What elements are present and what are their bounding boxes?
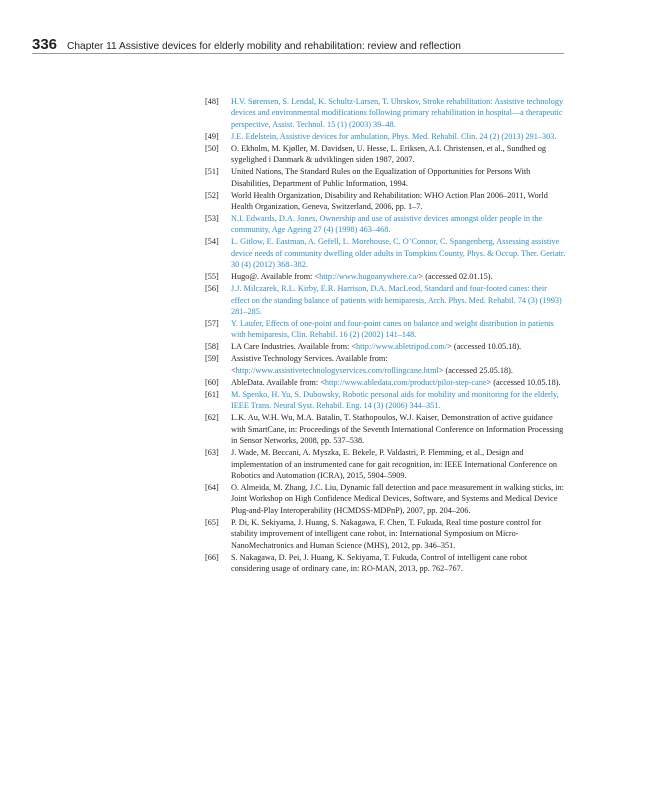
reference-url-link[interactable]: http://www.abledata.com/product/pilot-step-cane xyxy=(324,377,487,387)
reference-suffix: > (accessed 02.01.15). xyxy=(418,272,493,282)
reference-number: [54] xyxy=(205,237,219,247)
reference-text xyxy=(231,271,567,282)
reference-item xyxy=(205,517,567,551)
reference-item xyxy=(205,236,567,270)
reference-text: L.K. Au, W.H. Wu, M.A. Batalin, T. Stathopoulos, W.J. Kaiser, Demonstration of active guidance with SmartCane, in: Proceedings of the Seventh International Conference on Information Processing in Sensor Networks, 2008, pp. 537–538. xyxy=(231,413,564,446)
reference-number: [52] xyxy=(205,190,219,200)
reference-url-link[interactable]: http://www.assistivetechnologyservices.com/rollingcane.html xyxy=(235,365,439,375)
reference-url-link[interactable]: http://www.abletripod.com/ xyxy=(356,342,448,352)
reference-text[interactable]: J.E. Edelstein, Assistive devices for ambulation, Phys. Med. Rehabil. Clin. 24 (2) (2013) 291–303. xyxy=(231,131,557,141)
reference-item xyxy=(205,143,567,166)
reference-prefix: Hugo@. Available from: < xyxy=(231,272,320,282)
reference-number: [61] xyxy=(205,389,219,399)
reference-item xyxy=(205,271,567,282)
running-head xyxy=(32,36,564,54)
reference-item xyxy=(205,389,567,412)
reference-suffix: > (accessed 10.05.18). xyxy=(447,342,522,352)
reference-number: [62] xyxy=(205,413,219,423)
reference-text: United Nations, The Standard Rules on the Equalization of Opportunities for Persons With Disabilities, Department of Public Information, 1994. xyxy=(231,167,531,188)
reference-item xyxy=(205,552,567,575)
reference-text: O. Ekholm, M. Kjøller, M. Davidsen, U. Hesse, L. Eriksen, A.I. Christensen, et al., Sundhed og sygelighed i Danmark & udviklingen siden 1987, 2007. xyxy=(231,143,546,165)
reference-number: [64] xyxy=(205,482,219,492)
reference-text: J. Wade, M. Beccani, A. Myszka, E. Bekele, P. Valdastri, P. Flemming, et al., Design and implementation of an instrumented cane for gait recognition, in: IEEE International Conference on Robotics and Automation (ICRA), 2015, 5904–5909. xyxy=(231,448,557,480)
reference-item xyxy=(205,131,567,142)
chapter-title: Chapter 11 Assistive devices for elderly mobility and rehabilitation: review and reflection xyxy=(67,41,461,52)
reference-item xyxy=(205,96,567,130)
reference-text xyxy=(231,353,567,376)
reference-text[interactable]: H.V. Sørensen, S. Lendal, K. Schultz-Larsen, T. Uhrskov, Stroke rehabilitation: Assistive technology devices and environmental modifications following primary rehabilitation in hospital—a therapeutic perspective, Assist. Technol. 15 (1) (2003) 39–48. xyxy=(231,97,564,129)
reference-number: [56] xyxy=(205,284,219,294)
reference-number: [58] xyxy=(205,342,219,352)
reference-suffix: > (accessed 10.05.18). xyxy=(486,377,561,387)
reference-number: [50] xyxy=(205,143,219,153)
reference-number: [55] xyxy=(205,272,219,282)
reference-text[interactable]: M. Spenko, H. Yu, S. Dubowsky, Robotic personal aids for mobility and monitoring for the elderly, IEEE Trans. Neural Syst. Rehabil. Eng. 14 (3) (2006) 344–351. xyxy=(231,389,559,411)
reference-prefix: AbleData. Available from: < xyxy=(231,377,325,387)
reference-item xyxy=(205,447,567,481)
reference-number: [49] xyxy=(205,131,219,141)
reference-text: O. Almeida, M. Zhang, J.C. Liu, Dynamic fall detection and pace measurement in walking sticks, in: Joint Workshop on High Confidence Medical Devices, Software, and Systems and Medical Device Plug-and-Play Interoperability (HCMDSS-MDPnP), 2007, pp. 204–206. xyxy=(231,482,564,515)
reference-text[interactable]: L. Gitlow, E. Eastman, A. Gefell, L. Morehouse, C. O’Connor, C. Spangenberg, Assessing assistive device needs of community dwelling older adults in Tompkins County, Phys. & Occup. Ther. Geriatr. 30 (4) (2012) 368–382. xyxy=(231,237,566,270)
reference-item xyxy=(205,353,567,376)
reference-text[interactable]: N.I. Edwards, D.A. Jones, Ownership and use of assistive devices amongst older people in the community, Age Ageing 27 (4) (1998) 463–468. xyxy=(231,214,543,235)
reference-item xyxy=(205,412,567,446)
reference-number: [63] xyxy=(205,448,219,458)
reference-item xyxy=(205,283,567,317)
reference-number: [51] xyxy=(205,167,219,177)
reference-item xyxy=(205,482,567,516)
reference-list xyxy=(205,96,567,575)
reference-item xyxy=(205,213,567,236)
reference-text xyxy=(231,377,567,388)
reference-prefix: Assistive Technology Services. Available from: < xyxy=(231,354,388,375)
reference-number: [53] xyxy=(205,214,219,224)
reference-number: [66] xyxy=(205,552,219,562)
reference-text: P. Di, K. Sekiyama, J. Huang, S. Nakagawa, F. Chen, T. Fukuda, Real time posture control for stability improvement of intelligent cane robot, in: International Symposium on Micro-NanoMechatronics and Human Science (MHS), 2012, pp. 346–351. xyxy=(231,517,542,550)
reference-number: [57] xyxy=(205,319,219,329)
reference-item xyxy=(205,341,567,352)
reference-number: [59] xyxy=(205,354,219,364)
reference-number: [60] xyxy=(205,377,219,387)
reference-number: [48] xyxy=(205,97,219,106)
reference-item xyxy=(205,190,567,213)
reference-text: World Health Organization, Disability and Rehabilitation: WHO Action Plan 2006–2011, World Health Organization, Geneva, Switzerland, 2006, pp. 1–7. xyxy=(231,190,548,212)
reference-prefix: LA Care Industries. Available from: < xyxy=(231,342,357,352)
reference-item xyxy=(205,377,567,388)
reference-number: [65] xyxy=(205,517,219,527)
header-divider xyxy=(32,53,564,54)
reference-url-link[interactable]: http://www.hugoanywhere.ca/ xyxy=(319,272,419,282)
reference-text xyxy=(231,341,567,352)
reference-text[interactable]: J.J. Milczarek, R.L. Kirby, E.R. Harrison, D.A. MacLeod, Standard and four-footed canes: their effect on the standing balance of patients with hemiparesis, Arch. Phys. Med. Rehabil. 74 (3) (1993) 281–285. xyxy=(231,284,562,317)
reference-item xyxy=(205,166,567,189)
reference-text: S. Nakagawa, D. Pei, J. Huang, K. Sekiyama, T. Fukuda, Control of intelligent cane robot considering usage of ordinary cane, in: RO-MAN, 2013, pp. 762–767. xyxy=(231,552,528,573)
reference-text[interactable]: Y. Laufer, Effects of one-point and four-point canes on balance and weight distribution in patients with hemiparesis, Clin. Rehabil. 16 (2) (2002) 141–148. xyxy=(231,319,554,340)
reference-suffix: > (accessed 25.05.18). xyxy=(438,365,513,375)
reference-item xyxy=(205,318,567,341)
page-number: 336 xyxy=(32,36,58,53)
